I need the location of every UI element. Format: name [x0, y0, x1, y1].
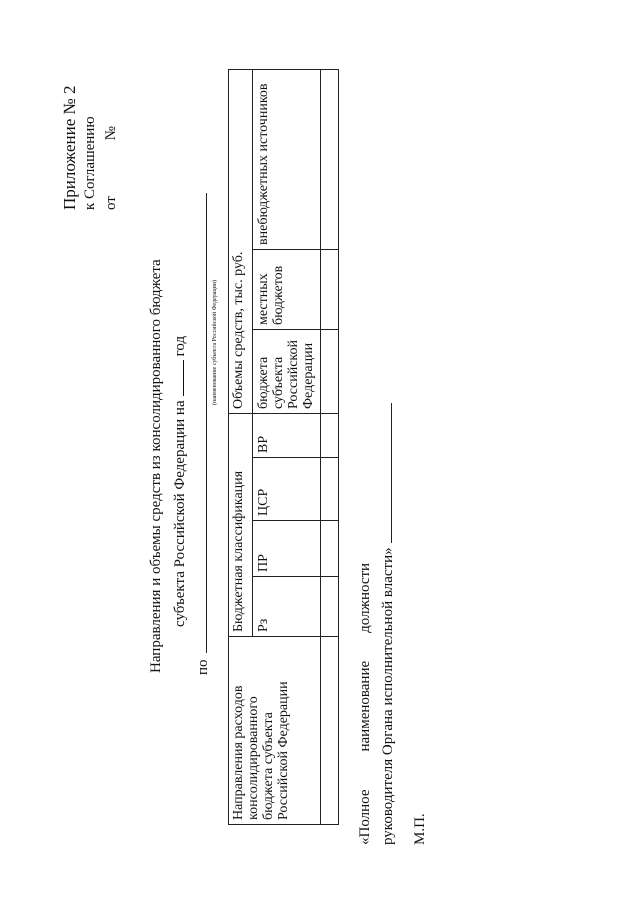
table-cell [321, 637, 339, 825]
table-cell [321, 577, 339, 637]
signature-authority: руководителя Органа исполнительной власти» [380, 547, 396, 845]
table-cell [321, 250, 339, 330]
table-cell [321, 414, 339, 458]
document-title-line2 [170, 336, 189, 627]
stamp-place-label: М.П. [412, 813, 428, 845]
appendix-date-number [103, 126, 120, 210]
subject-name-blank [192, 193, 207, 653]
table-row [321, 70, 339, 825]
year-blank-line [170, 360, 184, 396]
header-vr: ВР [253, 414, 321, 458]
title-year-prefix: субъекта Российской Федерации на [172, 400, 188, 627]
header-budget-classification: Бюджетная классификация [229, 414, 253, 637]
table-cell [321, 458, 339, 521]
signature-word-position: должности [357, 562, 373, 633]
title-year-suffix: год [172, 335, 188, 357]
appendix-number-label: № [103, 126, 119, 141]
header-directions: Направления расходов консолидированного бюджета субъекта Российской Федерации [229, 637, 321, 825]
header-extrabudgetary: внебюджетных источников [253, 70, 321, 250]
document-title-line1: Направления и объемы средств из консолидированного бюджета [148, 259, 164, 673]
header-amounts: Объемы средств, тыс. руб. [229, 70, 253, 414]
signature-position-line1 [357, 563, 374, 845]
budget-table [228, 69, 339, 825]
header-subject-budget: бюджета субъекта Российской Федерации [253, 330, 321, 414]
header-local-budgets: местных бюджетов [253, 250, 321, 330]
appendix-from-label: от [103, 196, 119, 210]
table-cell [321, 70, 339, 250]
appendix-agreement-ref: к Соглашению [82, 116, 98, 210]
header-csr: ЦСР [253, 458, 321, 521]
subject-name-caption: (наименование субъекта Российской Федерации) [212, 279, 218, 405]
subject-name-line [192, 193, 212, 675]
header-pr: ПР [253, 521, 321, 577]
signature-position-line2 [378, 403, 397, 845]
po-label: по [195, 659, 211, 675]
signature-word-full: «Полное [357, 789, 373, 845]
signature-blank-line [378, 403, 392, 543]
appendix-title: Приложение № 2 [60, 85, 79, 210]
header-rz: Рз [253, 577, 321, 637]
table-cell [321, 521, 339, 577]
table-cell [321, 330, 339, 414]
signature-word-name: наименование [357, 660, 373, 752]
